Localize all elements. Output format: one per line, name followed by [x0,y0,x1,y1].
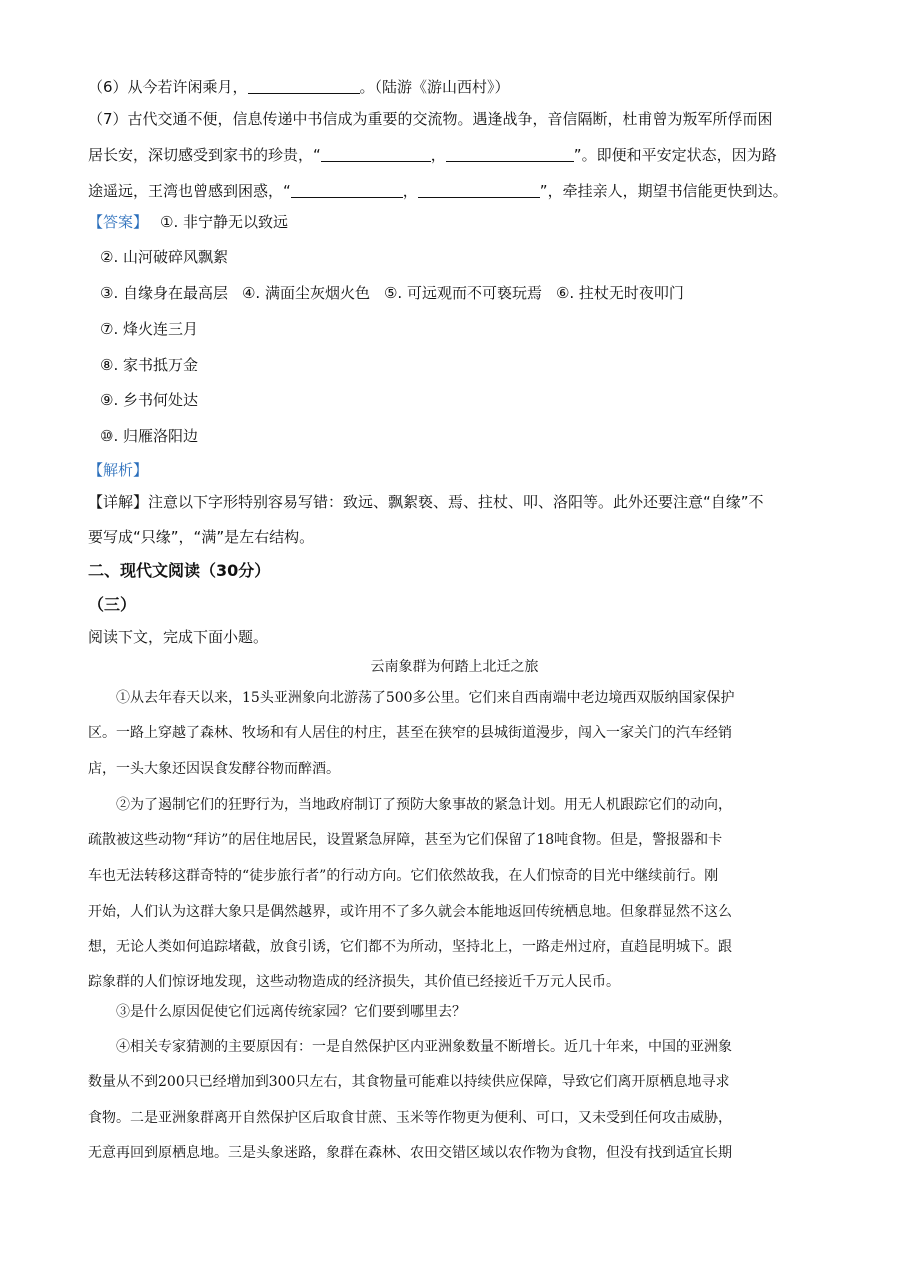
article-title: 云南象群为何踏上北迁之旅 [370,659,539,675]
question-7-line2-b: ， [430,146,446,164]
article-line: 踪象群的人们惊讶地发现，这些动物造成的经济损失，其价值已经接近千万元人民币。 [88,974,620,990]
article-line: 开始，人们认为这群大象只是偶然越界，或许用不了多久就会本能地返回传统栖息地。但象群显然不这么 [88,904,732,920]
answer-item: ⑦. 烽火连三月 [100,320,198,338]
article-line: 无意再回到原栖息地。三是头象迷路，象群在森林、农田交错区域以农作物为食物，但没有找到适宜长期 [88,1145,732,1161]
answer-item: ⑨. 乡书何处达 [100,391,198,409]
analysis-detail-line1: 【详解】注意以下字形特别容易写错：致远、飘絮亵、焉、拄杖、叩、洛阳等。此外还要注意“自缘”不 [88,493,764,511]
answer-item: ⑧. 家书抵万金 [100,356,198,374]
question-7-line3-a: 途遥远，王湾也曾感到困惑，“ [88,182,291,200]
question-7-line1: （7）古代交通不便，信息传递中书信成为重要的交流物。遇逢战争，音信隔断，杜甫曾为叛军所俘而困 [88,110,773,128]
article-line: 店，一头大象还因误食发酵谷物而醉酒。 [88,761,340,777]
section-subheading: （三） [88,595,137,614]
question-7-line2-c: ”。即便和平安定状态，因为路 [573,146,777,164]
question-6-prefix: （6）从今若许闲乘月， [88,78,248,96]
answer-item: ⑥. 拄杖无时夜叩门 [555,284,684,302]
article-line: ②为了遏制它们的狂野行为，当地政府制订了预防大象事故的紧急计划。用无人机跟踪它们的动向， [116,797,732,813]
article-line: ①从去年春天以来，15头亚洲象向北游荡了500多公里。它们来自西南端中老边境西双版纳国家保护 [116,690,735,706]
article-line: ④相关专家猜测的主要原因有：一是自然保护区内亚洲象数量不断增长。近几十年来，中国的亚洲象 [116,1039,732,1055]
answer-blank[interactable] [418,182,540,198]
question-6 [88,76,510,98]
question-7-line3 [88,180,788,202]
article-line: 车也无法转移这群奇特的“徒步旅行者”的行动方向。它们依然故我，在人们惊奇的目光中继续前行。刚 [88,868,719,884]
instruction: 阅读下文，完成下面小题。 [88,628,269,646]
article-line: 想，无论人类如何追踪堵截，放食引诱，它们都不为所动，坚持北上，一路走州过府，直趋昆明城下。跟 [88,939,732,955]
answer-item: ③. 自缘身在最高层 [100,284,228,302]
question-7-line2 [88,144,777,166]
answer-item: ⑤. 可远观而不可亵玩焉 [383,284,542,302]
answer-blank[interactable] [321,146,431,162]
question-7-line3-c: ”，牵挂亲人，期望书信能更快到达。 [539,182,788,200]
question-6-suffix: 。（陆游《游山西村》） [359,78,510,96]
question-7-line2-a: 居长安，深切感受到家书的珍贵，“ [88,146,321,164]
analysis-label: 【解析】 [88,461,149,479]
answer-row-3 [100,282,684,304]
article-line: 区。一路上穿越了森林、牧场和有人居住的村庄，甚至在狭窄的县城街道漫步，闯入一家关门的汽车经销 [88,725,732,741]
article-line: 疏散被这些动物“拜访”的居住地居民，设置紧急屏障，甚至为它们保留了18吨食物。但是，警报器和卡 [88,832,723,848]
answer-blank[interactable] [248,78,360,94]
answer-item: ①. 非宁静无以致远 [160,213,288,231]
article-line: 数量从不到200只已经增加到300只左右，其食物量可能难以持续供应保障，导致它们离开原栖息地寻求 [88,1074,730,1090]
article-line: ③是什么原因促使它们远离传统家园？它们要到哪里去？ [116,1004,466,1020]
answer-blank[interactable] [446,146,574,162]
analysis-detail-line2: 要写成“只缘”，“满”是左右结构。 [88,528,315,546]
answer-item: ④. 满面尘灰烟火色 [241,284,370,302]
question-7-line3-b: ， [402,182,418,200]
section-heading: 二、现代文阅读（30分） [88,561,271,580]
article-line: 食物。二是亚洲象群离开自然保护区后取食甘蔗、玉米等作物更为便利、可口，又未受到任何攻击威胁， [88,1110,732,1126]
answer-row-1 [88,211,288,233]
answer-blank[interactable] [291,182,403,198]
answer-item: ⑩. 归雁洛阳边 [100,427,198,445]
answer-label: 【答案】 [88,213,149,231]
answer-item: ②. 山河破碎风飘絮 [100,248,228,266]
